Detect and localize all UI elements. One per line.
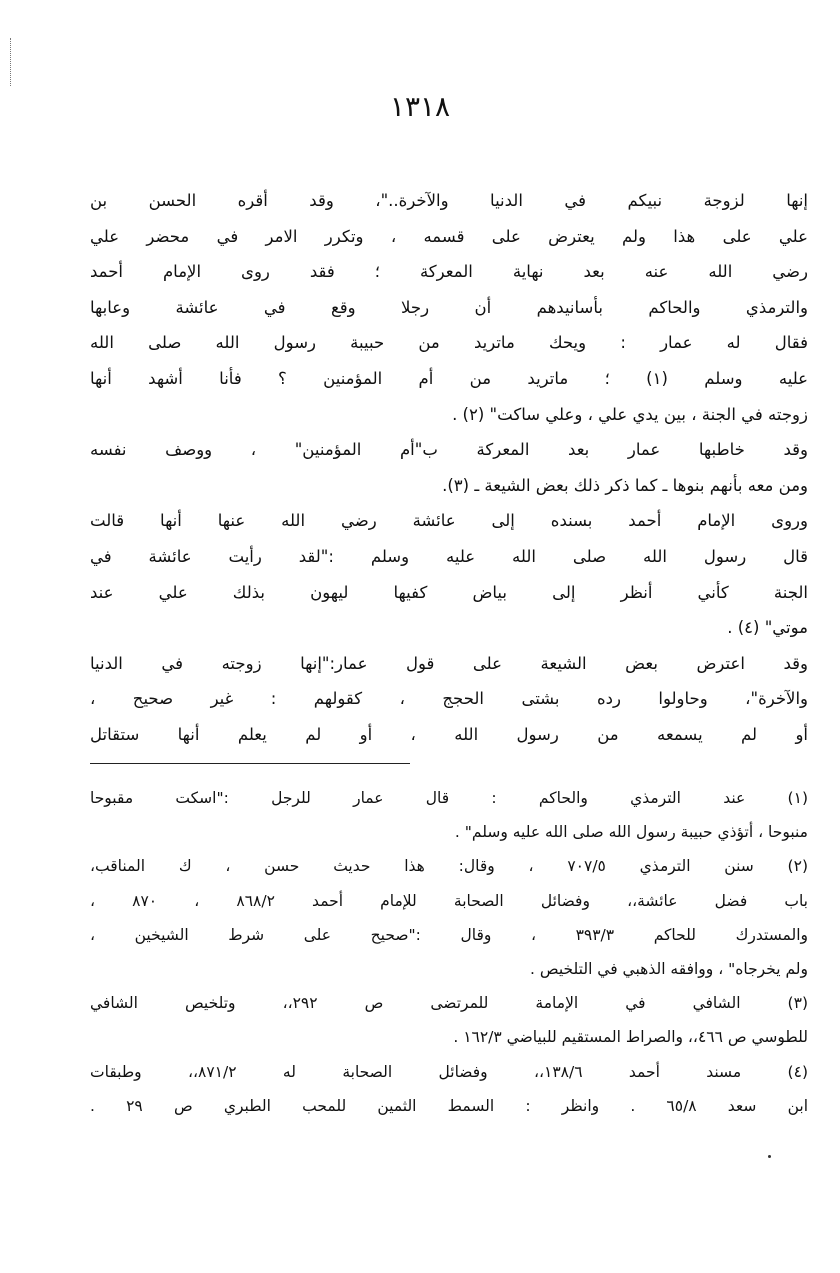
body-line: فقال له عمار : ويحك ماتريد من حبيبة رسول الله صلى الله (90, 333, 808, 353)
footnote-line: (١) عند الترمذي والحاكم : قال عمار للرجل :"اسكت مقبوحا (90, 789, 808, 807)
body-line: وقد اعترض بعض الشيعة على قول عمار:"إنها زوجته في الدنيا (90, 653, 808, 673)
body-line: علي على هذا ولم يعترض على قسمه ، وتكرر الامر في محضر علي (90, 226, 808, 246)
footnote-line: ابن سعد ٦٥/٨ . وانظر : السمط الثمين للمحب الطبري ص ٢٩ . (90, 1096, 808, 1115)
body-line: إنها لزوجة نبيكم في الدنيا والآخرة.."، وقد أقره الحسن بن (90, 191, 808, 210)
scan-speck (768, 1155, 771, 1158)
body-line: والآخرة"، وحاولوا رده بشتى الحجج ، كقولهم : غير صحيح ، (90, 689, 808, 709)
body-line: قال رسول الله صلى الله عليه وسلم :"لقد رأيت عائشة في (90, 546, 808, 566)
footnote-line: (٣) الشافي في الإمامة للمرتضى ص ٢٩٢،، وتلخيص الشافي (90, 994, 808, 1013)
footnote-separator (90, 763, 410, 764)
body-line: الجنة كأني أنظر إلى بياض كفيها ليهون بذلك علي عند (90, 582, 808, 602)
body-line: رضي الله عنه بعد نهاية المعركة ؛ فقد روى الإمام أحمد (90, 262, 808, 282)
body-line: والترمذي والحاكم بأسانيدهم أن رجلا وقع في عائشة وعابها (90, 297, 808, 317)
footnote-line: ولم يخرجاه" ، ووافقه الذهبي في التلخيص . (530, 959, 808, 978)
margin-mark (10, 38, 11, 86)
page-number: ١٣١٨ (389, 90, 451, 123)
body-line: موتي" (٤) . (727, 618, 808, 638)
body-line: عليه وسلم (١) ؛ ماتريد من أم المؤمنين ؟ فأنا أشهد أنها (90, 368, 808, 388)
body-text (90, 183, 808, 753)
footnote-line: منبوحا ، أتؤذي حبيبة رسول الله صلى الله عليه وسلم" . (454, 823, 808, 842)
footnote-line: (٤) مسند أحمد ١٣٨/٦،، وفضائل الصحابة له ٨٧١/٢،، وطبقات (90, 1062, 808, 1081)
body-line: وروى الإمام أحمد بسنده إلى عائشة رضي الله عنها أنها قالت (90, 511, 808, 531)
body-line: زوجته في الجنة ، بين يدي علي ، وعلي ساكت" (٢) . (452, 404, 808, 424)
footnote-line: والمستدرك للحاكم ٣٩٣/٣ ، وقال :"صحيح على شرط الشيخين ، (90, 925, 808, 944)
footnote-line: باب فضل عائشة،، وفضائل الصحابة للإمام أحمد ٨٦٨/٢ ، ٨٧٠ ، (90, 891, 808, 910)
footnote-line: للطوسي ص ٤٦٦،، والصراط المستقيم للبياضي ١٦٢/٣ . (453, 1028, 808, 1047)
body-line: وقد خاطبها عمار بعد المعركة ب"أم المؤمنين" ، ووصف نفسه (90, 440, 808, 460)
body-line: ومن معه بأنهم بنوها ـ كما ذكر ذلك بعض الشيعة ـ (٣). (442, 475, 808, 495)
footnote-line: (٢) سنن الترمذي ٧٠٧/٥ ، وقال: هذا حديث حسن ، ك المناقب، (90, 857, 808, 876)
footnotes (90, 781, 808, 1123)
body-line: أو لم يسمعه من رسول الله ، أو لم يعلم أنها ستقاتل (90, 724, 808, 744)
